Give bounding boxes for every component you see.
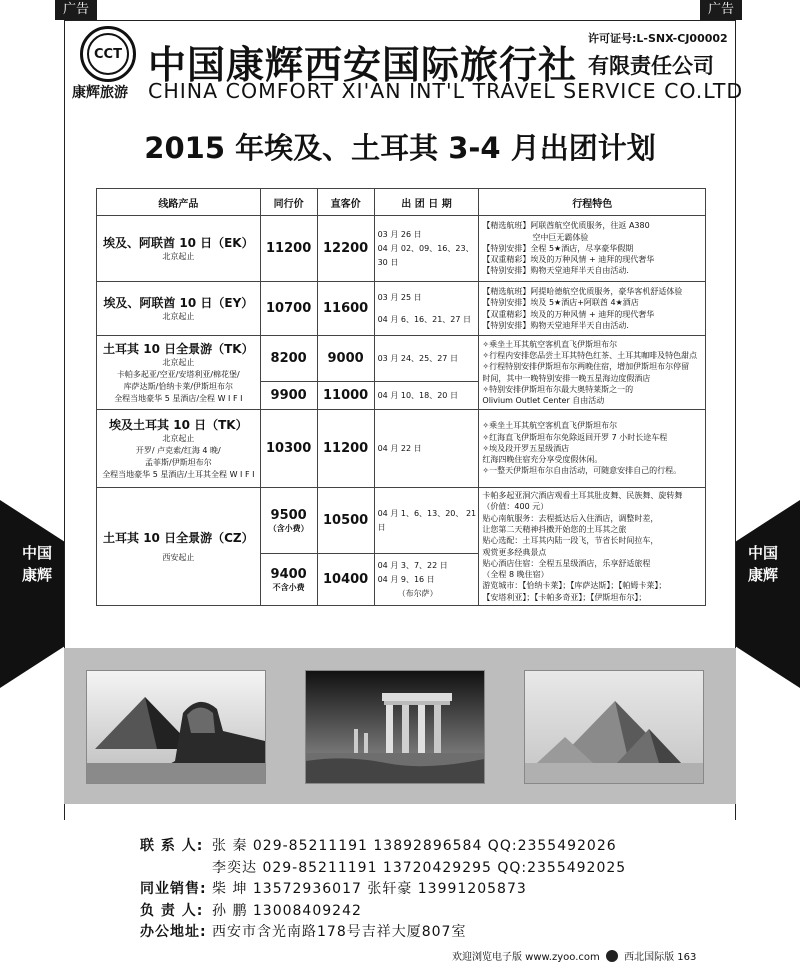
- feature-line: ✧行程内安排您品尝土耳其特色红茶、土耳其咖啡及特色甜点: [482, 350, 698, 360]
- ad-tag-left: 广告: [55, 0, 97, 20]
- date-line: 04 月 6、16、21、27 日: [377, 314, 472, 324]
- contact-row: [140, 922, 626, 944]
- feature-line: 卡帕多起亚洞穴酒店观看土耳其肚皮舞、民族舞、旋转舞: [482, 491, 683, 501]
- photo-ancient-ruins: [305, 670, 485, 784]
- date-line: 03 月 25 日: [377, 292, 422, 302]
- contact-row: [140, 836, 626, 858]
- feature-line: 时间，其中一晚特别安排一晚五星海边度假酒店: [482, 373, 651, 383]
- contact-info: [140, 836, 626, 944]
- logo-mark: CCT: [94, 46, 122, 62]
- peer-price: 10300: [260, 410, 317, 488]
- route-cell: [97, 488, 261, 606]
- feature-line: 【精选航班】阿联酋航空优质服务，往返 A380: [482, 221, 650, 231]
- feature-line: 【双重精彩】埃及的万种风情 + 迪拜的现代奢华: [482, 255, 655, 265]
- feature-line: ✧红海直飞伊斯坦布尔免除返回开罗 7 小时长途车程: [482, 432, 668, 442]
- feature-line: 让您第二天精神抖擞开始您的土耳其之旅: [482, 524, 627, 534]
- table-row: [97, 216, 706, 282]
- feature-line: ✧行程特别安排伊斯坦布尔两晚住宿，增加伊斯坦布尔停留: [482, 362, 690, 372]
- peer-price: 9500: [270, 507, 307, 523]
- publisher-logo-icon: [606, 950, 618, 962]
- peer-price: 9900: [260, 382, 317, 410]
- contact-value: 孙 鹏 13008409242: [212, 902, 362, 919]
- contact-value: 李奕达 029-85211191 13720429295 QQ:2355492025: [212, 859, 627, 876]
- feature-line: ✧乘坐土耳其航空客机直飞伊斯坦布尔: [482, 339, 618, 349]
- departure-dates: [374, 554, 479, 606]
- feature-line: ✧一整天伊斯坦布尔自由活动，可随意安排自己的行程。: [482, 466, 682, 476]
- route-origin: 北京起止: [162, 252, 195, 261]
- page-title: 2015 年埃及、土耳其 3-4 月出团计划: [144, 131, 656, 165]
- route-origin: 西安起止: [162, 553, 195, 562]
- contact-label: 同业销售:: [140, 881, 207, 897]
- route-detail: 北京起止: [162, 358, 195, 367]
- contact-row: [140, 901, 626, 923]
- route-detail: 库萨达斯/恰纳卡莱/伊斯坦布尔: [123, 382, 234, 391]
- tour-schedule-table: [96, 188, 706, 606]
- feature-line: （全程 8 晚住宿）: [482, 570, 549, 580]
- route-name: 土耳其 10 日全景游（CZ）: [103, 531, 254, 545]
- feature-line: 贴心酒店住宿：全程五星级酒店，乐享舒适旅程: [482, 558, 651, 568]
- direct-price: 11000: [317, 382, 374, 410]
- price-note: 不含小费: [272, 582, 305, 592]
- feature-line: ✧特别安排伊斯坦布尔最大奥特莱斯之一的: [482, 384, 634, 394]
- photo-pyramids: [524, 670, 704, 784]
- ad-tag-right: 广告: [700, 0, 742, 20]
- route-detail: 全程当地豪华 5 星酒店/土耳其全程 W I F I: [102, 470, 255, 479]
- header-direct-price: 直客价: [317, 189, 374, 216]
- feature-line: 游览城市：【恰纳卡莱】；【库萨达斯】；【帕姆卡莱】；: [482, 581, 667, 591]
- side-label-right: 中国康辉: [748, 544, 779, 584]
- direct-price: 12200: [317, 216, 374, 282]
- departure-dates: 04 月 1、6、13、20、 21 日: [374, 488, 479, 554]
- contact-label: 办公地址:: [140, 924, 207, 940]
- route-detail: 卡帕多起亚/空亚/安塔利亚/棉花堡/: [116, 370, 240, 379]
- peer-price: 10700: [260, 282, 317, 336]
- departure-dates: [374, 216, 479, 282]
- side-band-right: [736, 500, 800, 688]
- route-cell: [97, 216, 261, 282]
- table-header-row: [97, 189, 706, 216]
- pyramid-sphinx-image: [87, 671, 265, 783]
- features-cell: [479, 336, 706, 410]
- peer-price: 8200: [260, 336, 317, 382]
- frame-top-line: [64, 20, 736, 21]
- date-line: 03 月 26 日: [377, 229, 422, 239]
- logo-text: 康辉旅游: [72, 85, 128, 101]
- departure-dates: [374, 282, 479, 336]
- header-peer-price: 同行价: [260, 189, 317, 216]
- contact-value: 西安市含光南路178号吉祥大厦807室: [212, 924, 467, 940]
- pyramids-image: [525, 671, 703, 783]
- date-line: 04 月 9、16 日: [377, 574, 435, 584]
- peer-price: 9400: [270, 566, 307, 582]
- header-features: 行程特色: [479, 189, 706, 216]
- company-name-en: CHINA COMFORT XI'AN INT'L TRAVEL SERVICE CO.LTD: [148, 79, 744, 103]
- route-detail: 北京起止: [162, 434, 195, 443]
- ancient-ruins-image: [306, 671, 484, 783]
- photo-pyramid-sphinx: [86, 670, 266, 784]
- company-name-suffix: 有限责任公司: [588, 54, 714, 78]
- contact-value: 张 秦 029-85211191 13892896584 QQ:2355492026: [212, 838, 617, 854]
- footer-page: 西北国际版 163: [624, 952, 697, 963]
- company-name-cn: 中国康辉西安国际旅行社: [148, 43, 578, 87]
- feature-line: 贴心南航服务：去程抵达后入住酒店，调整时差，: [482, 513, 659, 523]
- header-route: 线路产品: [97, 189, 261, 216]
- route-cell: [97, 336, 261, 410]
- route-detail: 全程当地豪华 5 星酒店/全程 W I F I: [114, 394, 243, 403]
- feature-line: ✧乘坐土耳其航空客机直飞伊斯坦布尔: [482, 421, 618, 431]
- route-detail: 开罗/ 卢克索/红海 4 晚/: [135, 446, 221, 455]
- feature-line: 【安塔利亚】；【卡帕多奇亚】；【伊斯坦布尔】；: [482, 592, 647, 602]
- direct-price: 9000: [317, 336, 374, 382]
- table-row: [97, 488, 706, 554]
- route-detail: 孟菲斯/伊斯坦布尔: [144, 458, 212, 467]
- peer-price: 11200: [260, 216, 317, 282]
- footer-website: 欢迎浏览电子版 www.zyoo.com: [452, 952, 600, 963]
- feature-line: ✧埃及段开罗五星级酒店: [482, 443, 570, 453]
- direct-price: 10500: [317, 488, 374, 554]
- departure-dates: 03 月 24、25、27 日: [374, 336, 479, 382]
- feature-line: 空中巨无霸体验: [532, 232, 589, 242]
- side-band-left: [0, 500, 64, 688]
- route-name: 埃及、阿联酋 10 日（EK）: [103, 236, 254, 250]
- direct-price: 11600: [317, 282, 374, 336]
- features-cell: [479, 488, 706, 606]
- peer-price-cell: [260, 554, 317, 606]
- route-name: 土耳其 10 日全景游（TK）: [103, 342, 254, 356]
- features-cell: [479, 282, 706, 336]
- feature-line: 【特别安排】购物天堂迪拜半天自由活动.: [482, 266, 629, 276]
- price-note: （含小费）: [268, 523, 309, 533]
- license-number: 许可证号:L-SNX-CJ00002: [588, 32, 728, 45]
- company-logo-icon: [80, 26, 136, 82]
- departure-dates: 04 月 10、18、20 日: [374, 382, 479, 410]
- feature-line: 【特别安排】埃及 5★酒店+阿联酋 4★酒店: [482, 298, 639, 308]
- table-row: [97, 282, 706, 336]
- route-origin: 北京起止: [162, 312, 195, 321]
- table-row: [97, 410, 706, 488]
- contact-label: 负 责 人:: [140, 902, 204, 919]
- header-dates: 出 团 日 期: [374, 189, 479, 216]
- departure-dates: 04 月 22 日: [374, 410, 479, 488]
- feature-line: （价值：400 元）: [482, 502, 549, 512]
- date-line: 04 月 3、7、22 日: [377, 560, 448, 570]
- contact-value: 柴 坤 13572936017 张轩豪 13991205873: [212, 881, 527, 897]
- route-cell: [97, 410, 261, 488]
- direct-price: 11200: [317, 410, 374, 488]
- contact-row: [140, 858, 626, 880]
- feature-line: 【精选航班】阿提哈德航空优质服务，豪华客机舒适体验: [482, 286, 683, 296]
- date-line: 04 月 02、09、16、23、 30 日: [377, 243, 474, 267]
- side-label-left: 中国康辉: [22, 544, 53, 584]
- peer-price-cell: [260, 488, 317, 554]
- date-line: （布尔萨）: [397, 588, 438, 598]
- feature-line: 观赏更多经典景点: [482, 547, 547, 557]
- feature-line: Olivium Outlet Center 自由活动: [482, 396, 605, 406]
- contact-row: [140, 879, 626, 901]
- route-name: 埃及土耳其 10 日（TK）: [109, 418, 248, 432]
- feature-line: 【特别安排】购物天堂迪拜半天自由活动.: [482, 320, 629, 330]
- contact-label: 联 系 人:: [140, 838, 204, 854]
- table-row: [97, 336, 706, 382]
- feature-line: 贴心选配：土耳其内陆一段飞，节省长时间拉车，: [482, 536, 659, 546]
- route-cell: [97, 282, 261, 336]
- page-footer: [452, 948, 696, 963]
- feature-line: 【特别安排】全程 5★酒店，尽享豪华假期: [482, 243, 634, 253]
- route-name: 埃及、阿联酋 10 日（EY）: [103, 296, 254, 310]
- features-cell: [479, 216, 706, 282]
- feature-line: 【双重精彩】埃及的万种风情 + 迪拜的现代奢华: [482, 309, 655, 319]
- feature-line: 红海四晚住宿充分享受度假休闲。: [482, 455, 603, 465]
- features-cell: [479, 410, 706, 488]
- direct-price: 10400: [317, 554, 374, 606]
